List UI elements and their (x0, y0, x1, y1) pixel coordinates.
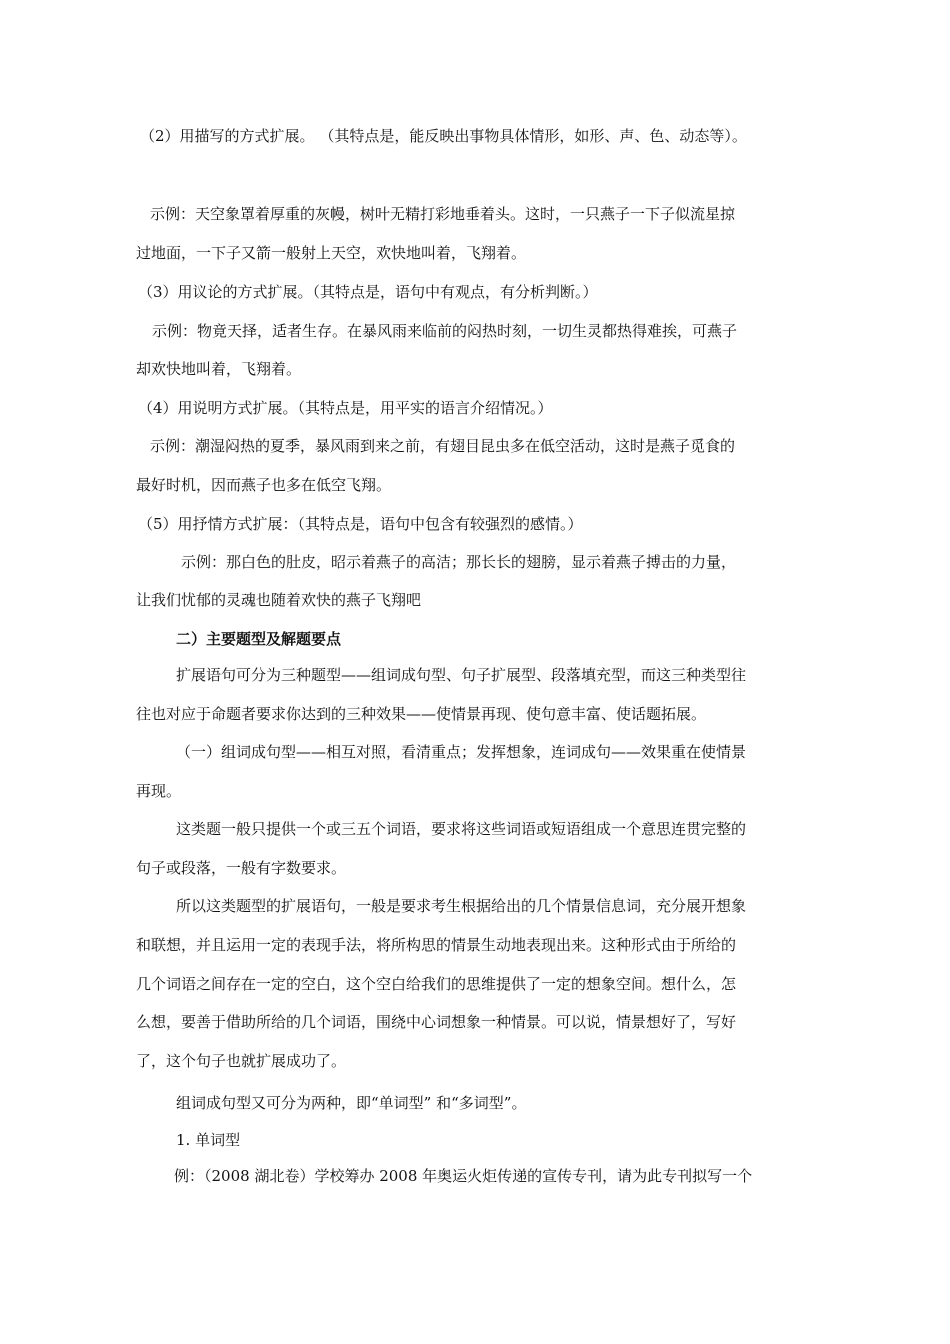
subsection-heading: （一）组词成句型——相互对照，看清重点；发挥想象，连词成句——效果重在使情景 (176, 743, 747, 761)
example-text: 示例：物竟天择，适者生存。在暴风雨来临前的闷热时刻，一切生灵都热得难挨，可燕子 (152, 322, 738, 340)
example-text: 示例：潮湿闷热的夏季，暴风雨到来之前，有翅目昆虫多在低空活动，这时是燕子觅食的 (150, 437, 736, 455)
paragraph-text: 了，这个句子也就扩展成功了。 (136, 1052, 347, 1070)
example-text: 最好时机，因而燕子也多在低空飞翔。 (136, 476, 392, 494)
example-text: 过地面，一下子又箭一般射上天空，欢快地叫着，飞翔着。 (136, 244, 527, 262)
paragraph-text: 再现。 (136, 782, 182, 800)
paragraph-text: 扩展语句可分为三种题型——组词成句型、句子扩展型、段落填充型，而这三种类型往 (176, 666, 747, 684)
example-text: 示例：天空象罩着厚重的灰幔，树叶无精打彩地垂着头。这时，一只燕子一下子似流星掠 (150, 205, 736, 223)
example-text: 例：（2008 湖北卷）学校筹办 2008 年奥运火炬传递的宣传专刊，请为此专刊拟写一个 (174, 1167, 753, 1185)
paragraph-text: 往也对应于命题者要求你达到的三种效果——使情景再现、使句意丰富、使话题拓展。 (136, 705, 707, 723)
paragraph-text: 所以这类题型的扩展语句，一般是要求考生根据给出的几个情景信息词，充分展开想象 (176, 897, 747, 915)
section-heading: 二）主要题型及解题要点 (176, 630, 342, 648)
example-text: 却欢快地叫着，飞翔着。 (136, 360, 302, 378)
method-4-heading: （4）用说明方式扩展。（其特点是，用平实的语言介绍情况。） (138, 399, 553, 417)
example-text: 让我们忧郁的灵魂也随着欢快的燕子飞翔吧 (136, 591, 422, 609)
paragraph-text: 和联想，并且运用一定的表现手法，将所构思的情景生动地表现出来。这种形式由于所给的 (136, 936, 737, 954)
method-2-heading: （2）用描写的方式扩展。 （其特点是，能反映出事物具体情形，如形、声、色、动态等）。 (140, 127, 747, 145)
method-3-heading: （3）用议论的方式扩展。（其特点是，语句中有观点，有分析判断。） (138, 283, 598, 301)
list-item-heading: 1. 单词型 (176, 1131, 241, 1149)
method-5-heading: （5）用抒情方式扩展：（其特点是，语句中包含有较强烈的感情。） (138, 515, 583, 533)
paragraph-text: 么想，要善于借助所给的几个词语，围绕中心词想象一种情景。可以说，情景想好了，写好 (136, 1013, 737, 1031)
paragraph-text: 句子或段落，一般有字数要求。 (136, 859, 347, 877)
example-text: 示例：那白色的肚皮，昭示着燕子的高洁；那长长的翅膀，显示着燕子搏击的力量， (181, 553, 737, 571)
paragraph-text: 几个词语之间存在一定的空白，这个空白给我们的思维提供了一定的想象空间。想什么，怎 (136, 975, 737, 993)
paragraph-text: 组词成句型又可分为两种，即“单词型” 和“多词型”。 (176, 1094, 527, 1112)
paragraph-text: 这类题一般只提供一个或三五个词语，要求将这些词语或短语组成一个意思连贯完整的 (176, 820, 747, 838)
